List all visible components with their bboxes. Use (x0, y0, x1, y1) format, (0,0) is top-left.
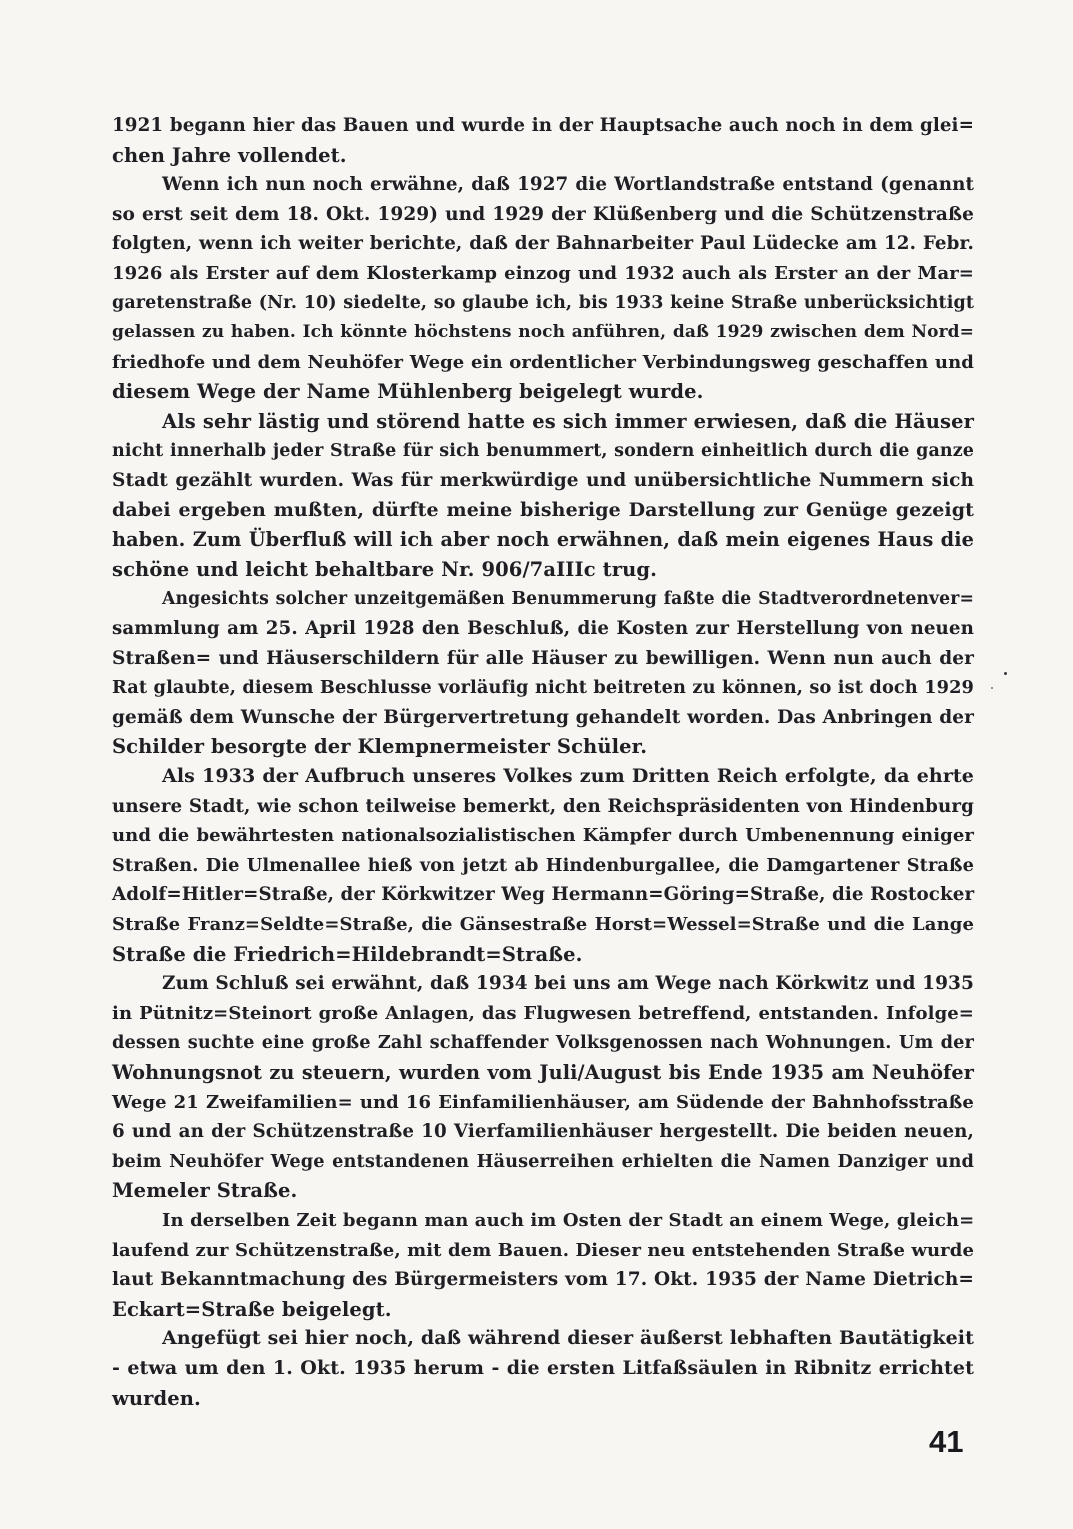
text-line: diesem Wege der Name Mühlenberg beigelegt wurde. (112, 380, 704, 404)
paragraph-4 (112, 585, 974, 763)
body-text (112, 111, 974, 1413)
text-line: sammlung am 25. April 1928 den Beschluß, die Kosten zur Herstellung von neuen (112, 618, 974, 640)
text-line: Als 1933 der Aufbruch unseres Volkes zum Dritten Reich erfolgte, da ehrte (162, 765, 974, 788)
text-line: chen Jahre vollendet. (112, 143, 347, 167)
text-line: unsere Stadt, wie schon teilweise bemerkt, den Reichspräsidenten von Hindenburg (112, 795, 974, 817)
text-line: Angesichts solcher unzeitgemäßen Benummerung faßte die Stadtverordnetenver= (162, 588, 974, 609)
text-line: laufend zur Schützenstraße, mit dem Bauen. Dieser neu entstehenden Straße wurde (112, 1239, 974, 1261)
text-line: Straße die Friedrich=Hildebrandt=Straße. (112, 942, 583, 966)
text-line: in Pütnitz=Steinort große Anlagen, das Flugwesen betreffend, entstanden. Infolge= (112, 1002, 974, 1024)
text-line: Stadt gezählt wurden. Was für merkwürdige und unübersichtliche Nummern sich (112, 470, 974, 492)
text-line: 1926 als Erster auf dem Klosterkamp einzog und 1932 auch als Erster an der Mar= (112, 262, 974, 284)
text-line: 6 und an der Schützenstraße 10 Vierfamilienhäuser hergestellt. Die beiden neuen, (112, 1121, 974, 1143)
paragraph-5 (112, 762, 974, 969)
text-line: und die bewährtesten nationalsozialistischen Kämpfer durch Umbenennung einiger (112, 825, 974, 847)
text-line: gelassen zu haben. Ich könnte höchstens noch anführen, daß 1929 zwischen dem Nord= (112, 322, 974, 343)
text-line: 1921 begann hier das Bauen und wurde in der Hauptsache auch noch in dem glei= (112, 115, 974, 136)
text-line: wurden. (112, 1386, 201, 1410)
text-line: Straßen. Die Ulmenallee hieß von jetzt ab Hindenburgallee, die Damgartener Straße (112, 854, 974, 876)
text-line: haben. Zum Überfluß will ich aber noch erwähnen, daß mein eigenes Haus die (112, 528, 974, 552)
text-line: Memeler Straße. (112, 1179, 298, 1203)
print-speck (991, 687, 993, 689)
text-line: Straßen= und Häuserschildern für alle Häuser zu bewilligen. Wenn nun auch der (112, 647, 974, 669)
text-line: - etwa um den 1. Okt. 1935 herum - die ersten Litfaßsäulen in Ribnitz errichtet (112, 1356, 974, 1379)
text-line: Wohnungsnot zu steuern, wurden vom Juli/August bis Ende 1935 am Neuhöfer (112, 1061, 974, 1084)
text-line: beim Neuhöfer Wege entstandenen Häuserreihen erhielten die Namen Danziger und (112, 1150, 974, 1172)
text-line: schöne und leicht behaltbare Nr. 906/7aIIIc trug. (112, 557, 657, 581)
text-line: gemäß dem Wunsche der Bürgervertretung gehandelt worden. Das Anbringen der (112, 706, 974, 728)
text-line: garetenstraße (Nr. 10) siedelte, so glaube ich, bis 1933 keine Straße unberücksichtigt (112, 292, 974, 313)
page-number: 41 (929, 1424, 964, 1459)
text-line: Eckart=Straße beigelegt. (112, 1297, 392, 1321)
text-line: dabei ergeben mußten, dürfte meine bisherige Darstellung zur Genüge gezeigt (112, 498, 974, 521)
text-line: laut Bekanntmachung des Bürgermeisters vom 17. Okt. 1935 der Name Dietrich= (112, 1269, 974, 1291)
text-line: so erst seit dem 18. Okt. 1929) und 1929 der Klüßenberg und die Schützenstraße (112, 203, 974, 225)
paragraph-2 (112, 170, 974, 407)
text-line: Wege 21 Zweifamilien= und 16 Einfamilienhäuser, am Südende der Bahnhofsstraße (112, 1091, 974, 1113)
paragraph-7 (112, 1206, 974, 1324)
text-line: In derselben Zeit begann man auch im Osten der Stadt an einem Wege, gleich= (162, 1209, 975, 1231)
text-line: Schilder besorgte der Klempnermeister Schüler. (112, 735, 648, 759)
text-line: Wenn ich nun noch erwähne, daß 1927 die Wortlandstraße entstand (genannt (162, 174, 974, 196)
text-line: Straße Franz=Seldte=Straße, die Gänsestraße Horst=Wessel=Straße und die Lange (112, 914, 974, 936)
text-line: folgten, wenn ich weiter berichte, daß der Bahnarbeiter Paul Lüdecke am 12. Febr. (112, 233, 974, 255)
print-speck (1004, 672, 1007, 675)
text-line: dessen suchte eine große Zahl schaffender Volksgenossen nach Wohnungen. Um der (112, 1032, 974, 1054)
text-line: Adolf=Hitler=Straße, der Körkwitzer Weg Hermann=Göring=Straße, die Rostocker (112, 884, 975, 906)
paragraph-6 (112, 969, 974, 1206)
paragraph-8 (112, 1324, 974, 1413)
text-line: Zum Schluß sei erwähnt, daß 1934 bei uns am Wege nach Körkwitz und 1935 (162, 973, 974, 995)
text-line: Angefügt sei hier noch, daß während dieser äußerst lebhaften Bautätigkeit (162, 1327, 974, 1350)
text-line: friedhofe und dem Neuhöfer Wege ein ordentlicher Verbindungsweg geschaffen und (112, 351, 974, 373)
text-line: Rat glaubte, diesem Beschlusse vorläufig nicht beitreten zu können, so ist doch 1929 (112, 677, 974, 699)
paragraph-1 (112, 111, 974, 170)
text-line: Als sehr lästig und störend hatte es sich immer erwiesen, daß die Häuser (162, 409, 974, 433)
paragraph-3 (112, 407, 974, 585)
text-line: nicht innerhalb jeder Straße für sich benummert, sondern einheitlich durch die ganze (112, 440, 974, 461)
